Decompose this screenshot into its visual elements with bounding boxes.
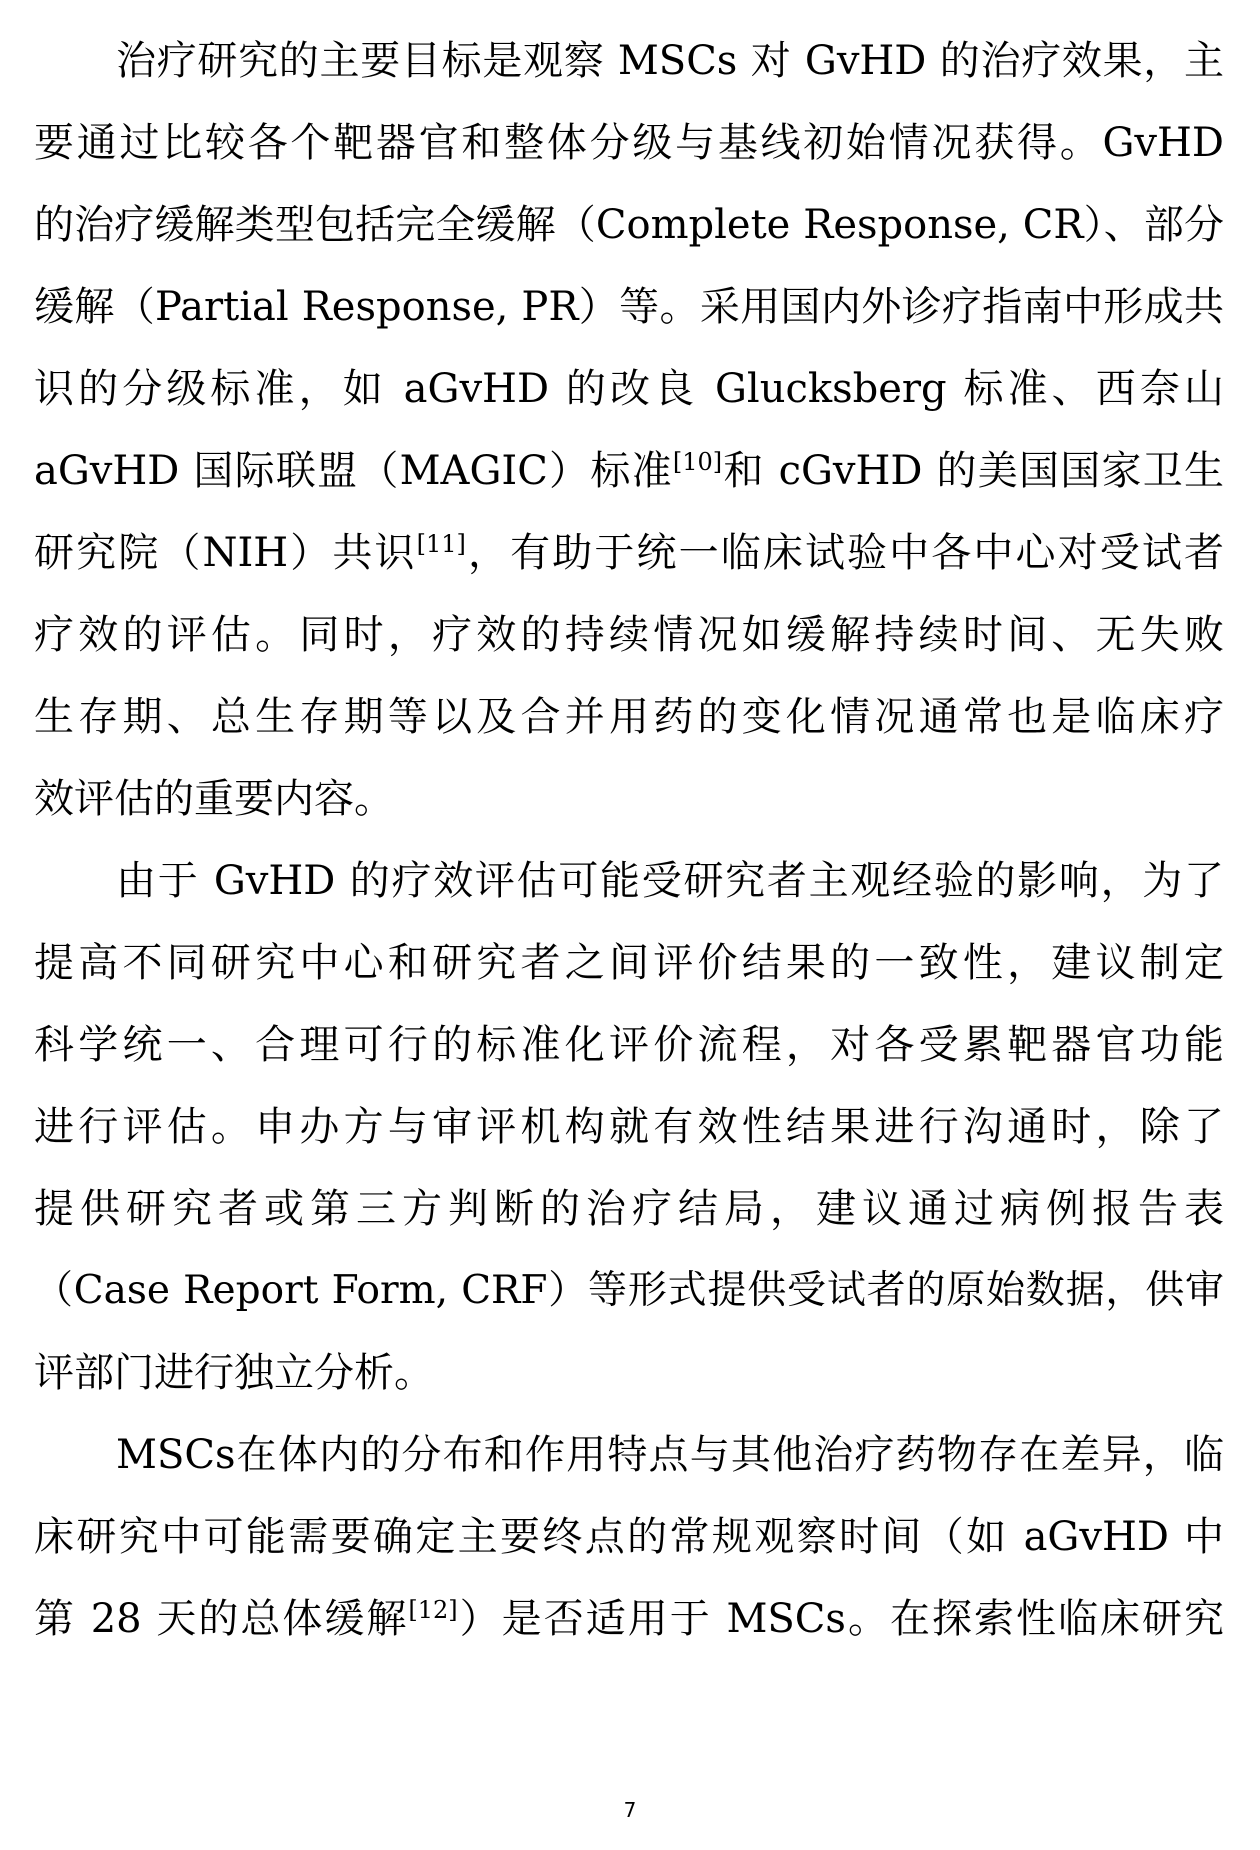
line-text: 治疗研究的主要目标是观察 MSCs 对 GvHD 的治疗效果，主 xyxy=(116,38,1224,84)
line-text: 第 28 天的总体缓解 xyxy=(34,1596,409,1642)
line-text: 效评估的重要内容。 xyxy=(34,776,394,822)
text-line xyxy=(34,840,1224,922)
line-text: MSCs在体内的分布和作用特点与其他治疗药物存在差异，临 xyxy=(116,1432,1224,1478)
text-line xyxy=(34,1086,1224,1168)
line-text: 生存期、总生存期等以及合并用药的变化情况通常也是临床疗 xyxy=(34,694,1224,740)
line-text: 疗效的评估。同时，疗效的持续情况如缓解持续时间、无失败 xyxy=(34,612,1224,658)
citation-superscript: [11] xyxy=(416,530,466,558)
line-text: 科学统一、合理可行的标准化评价流程，对各受累靶器官功能 xyxy=(34,1022,1224,1068)
text-line xyxy=(34,1496,1224,1578)
line-text: 提供研究者或第三方判断的治疗结局，建议通过病例报告表 xyxy=(34,1186,1224,1232)
body-text xyxy=(34,20,1224,1660)
line-text: 识的分级标准，如 aGvHD 的改良 Glucksberg 标准、西奈山 xyxy=(34,366,1224,412)
citation-superscript: [12] xyxy=(408,1596,458,1624)
text-line xyxy=(34,266,1224,348)
text-line xyxy=(34,430,1224,512)
text-line xyxy=(34,348,1224,430)
line-text-continued: 和 cGvHD 的美国国家卫生 xyxy=(722,448,1224,494)
line-text: aGvHD 国际联盟（MAGIC）标准 xyxy=(34,448,673,494)
line-text: 提高不同研究中心和研究者之间评价结果的一致性，建议制定 xyxy=(34,940,1224,986)
text-line xyxy=(34,922,1224,1004)
line-text: 评部门进行独立分析。 xyxy=(34,1350,434,1396)
text-line xyxy=(34,20,1224,102)
text-line xyxy=(34,1168,1224,1250)
line-text-continued: ，有助于统一临床试验中各中心对受试者 xyxy=(465,530,1224,576)
citation-superscript: [10] xyxy=(672,448,723,476)
text-line xyxy=(34,1250,1224,1332)
text-line xyxy=(34,1332,1224,1414)
text-line xyxy=(34,184,1224,266)
text-line xyxy=(34,594,1224,676)
line-text: （Case Report Form, CRF）等形式提供受试者的原始数据，供审 xyxy=(34,1268,1224,1313)
text-line xyxy=(34,676,1224,758)
line-text: 进行评估。申办方与审评机构就有效性结果进行沟通时，除了 xyxy=(34,1104,1224,1150)
text-line xyxy=(34,1414,1224,1496)
line-text: 研究院（NIH）共识 xyxy=(34,530,417,576)
line-text: 要通过比较各个靶器官和整体分级与基线初始情况获得。GvHD xyxy=(34,120,1224,166)
line-text: 的治疗缓解类型包括完全缓解（Complete Response, CR）、部分 xyxy=(34,202,1224,248)
paragraph xyxy=(34,840,1224,1414)
line-text: 由于 GvHD 的疗效评估可能受研究者主观经验的影响，为了 xyxy=(116,858,1224,904)
page-number: 7 xyxy=(623,1798,637,1822)
text-line xyxy=(34,1004,1224,1086)
text-line xyxy=(34,1578,1224,1660)
text-line xyxy=(34,102,1224,184)
line-text-continued: ）是否适用于 MSCs。在探索性临床研究 xyxy=(457,1596,1225,1642)
line-text: 缓解（Partial Response, PR）等。采用国内外诊疗指南中形成共 xyxy=(34,284,1224,330)
line-text: 床研究中可能需要确定主要终点的常规观察时间（如 aGvHD 中 xyxy=(34,1514,1224,1560)
paragraph xyxy=(34,20,1224,840)
text-line xyxy=(34,758,1224,840)
paragraph xyxy=(34,1414,1224,1660)
text-line xyxy=(34,512,1224,594)
